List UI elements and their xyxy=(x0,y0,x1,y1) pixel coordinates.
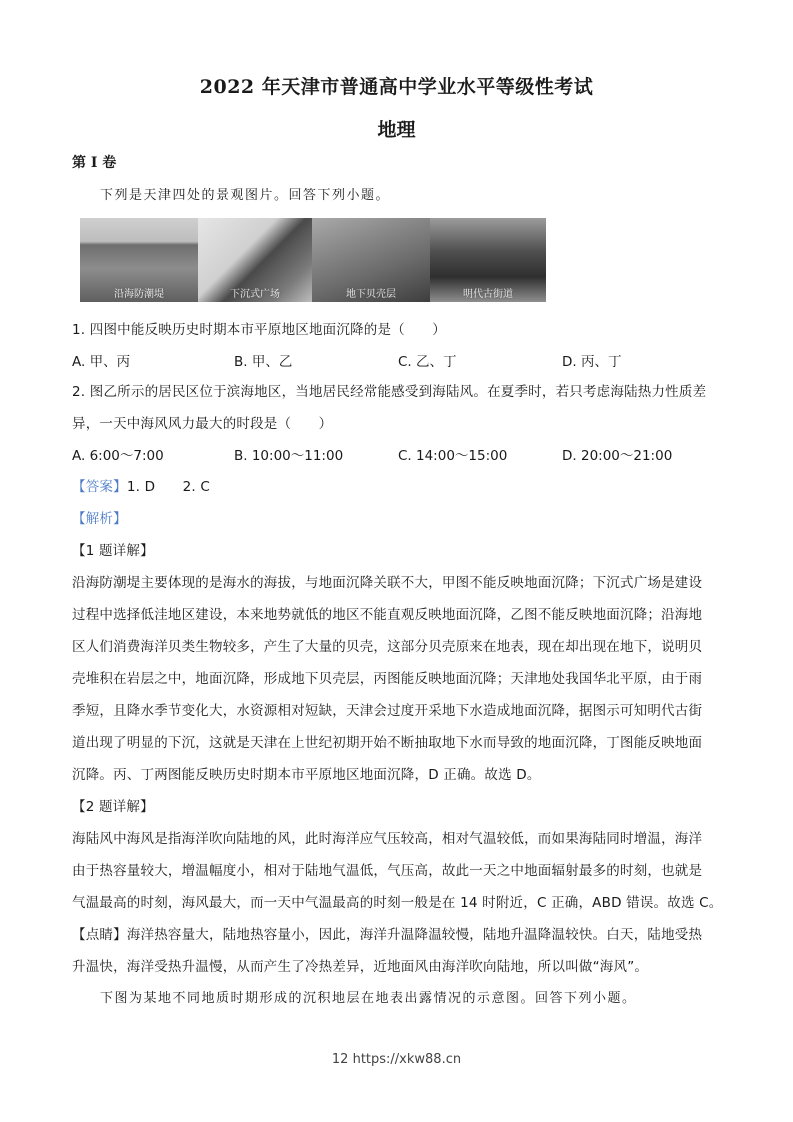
question-2-stem-line1: 2. 图乙所示的居民区位于滨海地区，当地居民经常能感受到海陆风。在夏季时，若只考虑海陆热力性质差 xyxy=(72,384,707,400)
section-heading: 第 I 卷 xyxy=(72,155,117,171)
detail-2-line: 海陆风中海风是指海洋吹向陆地的风，此时海洋应气压较高，相对气温较低，而如果海陆同时增温，海洋 xyxy=(72,831,703,847)
detail-2-label: 【2 题详解】 xyxy=(72,799,154,815)
q2-option-c: C. 14:00～15:00 xyxy=(398,448,508,464)
detail-2-line: 由于热容量较大，增温幅度小，相对于陆地气温低，气压高，故此一天之中地面辐射最多的时刻，也就是 xyxy=(72,863,703,879)
detail-1-line: 道出现了明显的下沉，这就是天津在上世纪初期开始不断抽取地下水而导致的地面沉降，丁图能反映地面 xyxy=(72,735,703,751)
question-1-stem: 1. 四图中能反映历史时期本市平原地区地面沉降的是（ ） xyxy=(72,322,446,338)
question-2-stem-line2: 异，一天中海风风力最大的时段是（ ） xyxy=(72,416,333,432)
photo-caption: 明代古街道 xyxy=(463,289,513,300)
q1-option-a: A. 甲、丙 xyxy=(72,354,131,370)
detail-1-line: 沿海防潮堤主要体现的是海水的海拔，与地面沉降关联不大，甲图不能反映地面沉降；下沉式广场是建设 xyxy=(72,575,703,591)
answer-label: 【答案】 xyxy=(72,479,127,495)
tip-text: 海洋热容量大，陆地热容量小，因此，海洋升温降温较慢，陆地升温降温较快。白天，陆地受热 xyxy=(126,927,703,943)
photo-caption: 地下贝壳层 xyxy=(346,289,396,300)
tip-label: 【点睛】 xyxy=(72,927,127,943)
photo-caption: 沿海防潮堤 xyxy=(114,289,164,300)
detail-1-label: 【1 题详解】 xyxy=(72,543,154,559)
q2-option-a: A. 6:00～7:00 xyxy=(72,448,164,464)
exam-title: 2022 年天津市普通高中学业水平等级性考试 xyxy=(199,76,594,98)
photo-ming-street xyxy=(430,218,546,302)
q1-option-c: C. 乙、丁 xyxy=(398,354,457,370)
subject-title: 地理 xyxy=(377,119,416,141)
detail-1-line: 季短，且降水季节变化大，水资源相对短缺，天津会过度开采地下水造成地面沉降，据图示可知明代古街 xyxy=(72,703,703,719)
intro-text-2: 下图为某地不同地质时期形成的沉积地层在地表出露情况的示意图。回答下列小题。 xyxy=(100,991,637,1006)
detail-1-line: 壳堆积在岩层之中，地面沉降，形成地下贝壳层，丙图能反映地面沉降；天津地处我国华北平原，由于雨 xyxy=(72,671,703,687)
detail-2-line: 气温最高的时刻，海风最大，而一天中气温最高的时刻一般是在 14 时附近，C 正确，ABD 错误。故选 C。 xyxy=(72,895,723,911)
tip-line-1 xyxy=(72,923,722,943)
photo-sunken-plaza xyxy=(198,218,312,302)
q1-option-d: D. 丙、丁 xyxy=(562,354,622,370)
page-footer: 12 https://xkw88.cn xyxy=(331,1052,462,1067)
intro-text-1: 下列是天津四处的景观图片。回答下列小题。 xyxy=(100,188,391,203)
detail-1-line: 区人们消费海洋贝类生物较多，产生了大量的贝壳，这部分贝壳原来在地表，现在却出现在地下，说明贝 xyxy=(72,639,703,655)
q2-option-d: D. 20:00～21:00 xyxy=(562,448,673,464)
analysis-label: 【解析】 xyxy=(72,511,127,527)
photo-seawall xyxy=(80,218,198,302)
q2-option-b: B. 10:00～11:00 xyxy=(234,448,344,464)
q1-option-b: B. 甲、乙 xyxy=(234,354,293,370)
photo-caption: 下沉式广场 xyxy=(230,289,280,300)
detail-1-line: 沉降。丙、丁两图能反映历史时期本市平原地区地面沉降，D 正确。故选 D。 xyxy=(72,767,541,783)
detail-1-line: 过程中选择低洼地区建设，本来地势就低的地区不能直观反映地面沉降，乙图不能反映地面沉降；沿海地 xyxy=(72,607,703,623)
answer-value: 1. D 2. C xyxy=(126,479,210,495)
photo-shell-layer xyxy=(312,218,430,302)
answer-line xyxy=(72,475,722,495)
tip-line-2: 升温快，海洋受热升温慢，从而产生了冷热差异，近地面风由海洋吹向陆地，所以叫做“海风”。 xyxy=(72,959,649,975)
landscape-photo-strip xyxy=(80,218,546,302)
